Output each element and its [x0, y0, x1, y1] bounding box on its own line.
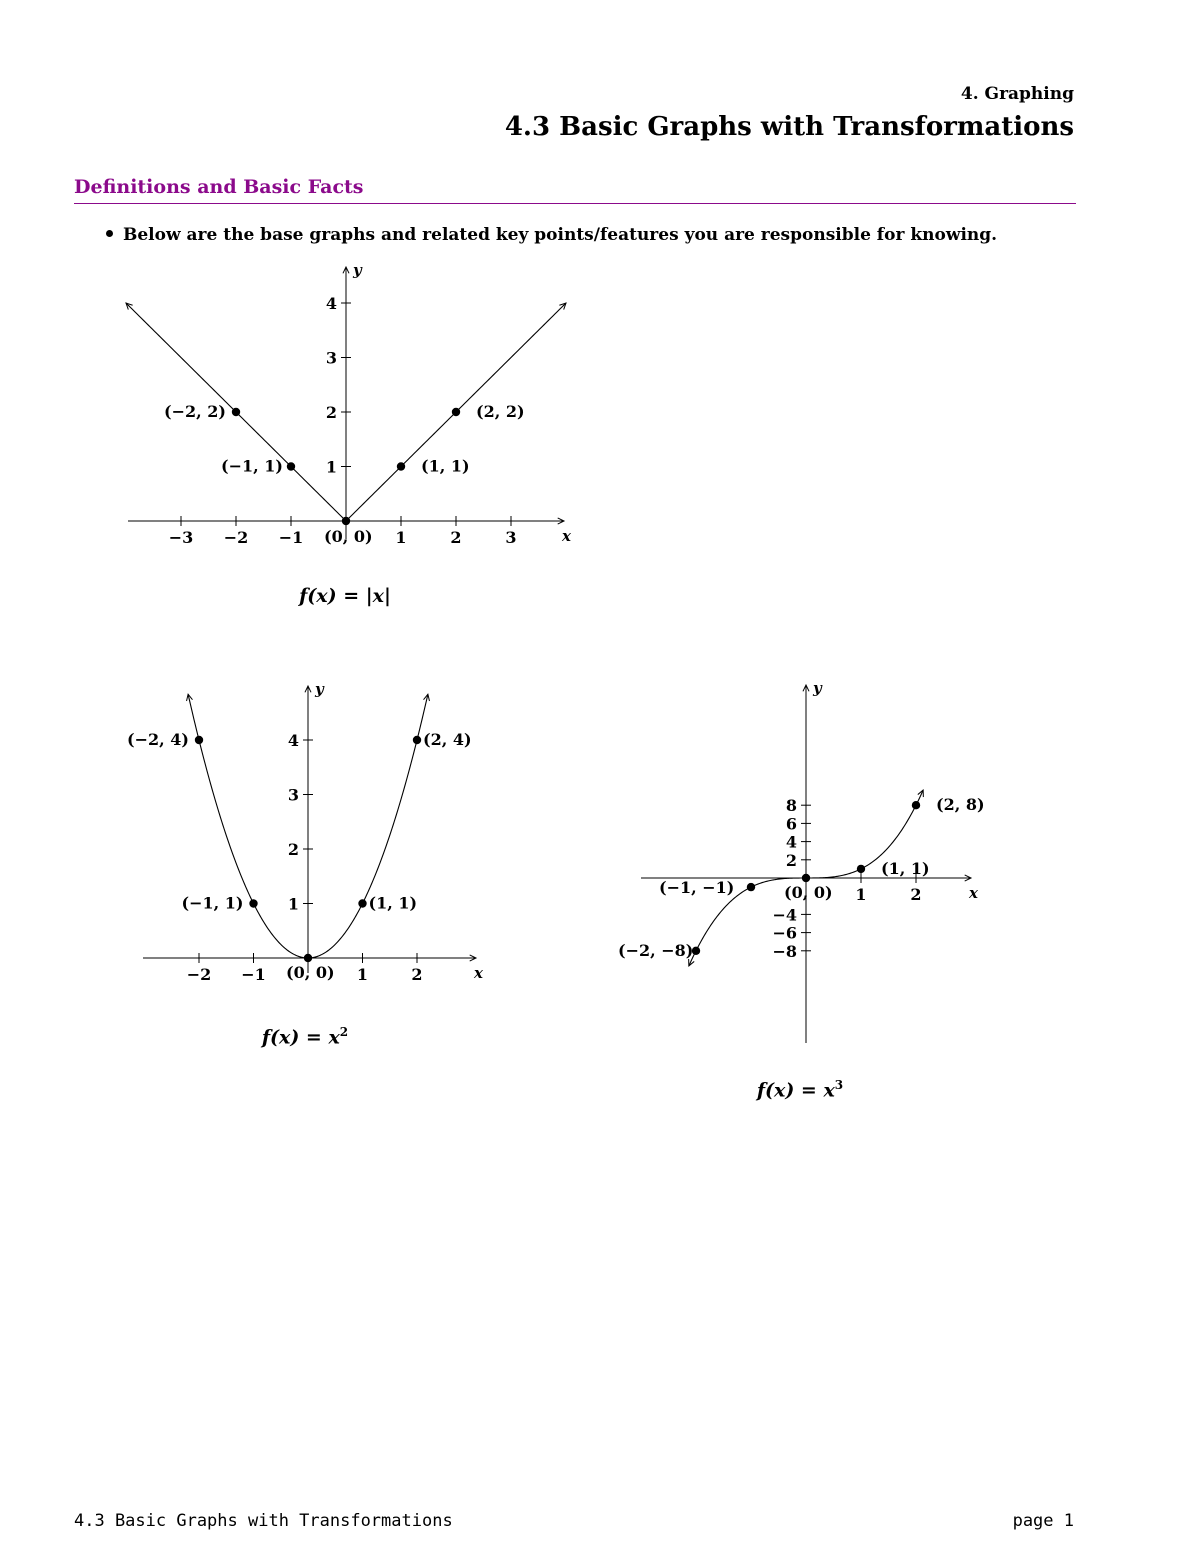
- caption-cube-text: f(x) = x: [756, 1079, 835, 1102]
- x-tick-label: −3: [168, 528, 194, 547]
- x-tick-label: −2: [186, 965, 212, 984]
- x-tick-label: 1: [855, 885, 867, 904]
- key-point-label: (0, 0): [784, 883, 833, 902]
- key-point: [747, 883, 755, 891]
- key-point: [342, 517, 350, 525]
- y-tick-label: 2: [785, 850, 797, 870]
- caption-square-text: f(x) = x: [261, 1026, 340, 1049]
- caption-cube-exponent: 3: [834, 1078, 844, 1092]
- key-point-label: (−2, 2): [164, 402, 226, 421]
- x-tick-label: −2: [223, 528, 249, 547]
- x-tick-label: −1: [278, 528, 304, 547]
- key-point-label: (2, 8): [936, 795, 985, 815]
- key-point: [397, 462, 405, 470]
- x-tick-label: 1: [356, 965, 369, 984]
- key-point-label: (2, 2): [476, 402, 525, 421]
- page-number: page 1: [1012, 1511, 1074, 1531]
- x-axis-label: x: [562, 527, 571, 545]
- caption-absolute-value-text: f(x) = |x|: [299, 585, 391, 607]
- x-tick-label: 3: [505, 528, 517, 547]
- footer-title: 4.3 Basic Graphs with Transformations: [74, 1511, 453, 1531]
- key-point-label: (−1, 1): [181, 893, 244, 913]
- bullet-text: Below are the base graphs and related key points/features you are responsible for knowing.: [123, 225, 998, 245]
- y-tick-label: −8: [772, 941, 797, 961]
- caption-square: [210, 1025, 400, 1048]
- x-tick-label: 1: [395, 528, 407, 547]
- key-point-label: (−1, 1): [221, 456, 283, 476]
- y-tick-label: 1: [325, 457, 337, 477]
- caption-square-exponent: 2: [339, 1025, 349, 1039]
- page-title: 4.3 Basic Graphs with Transformations: [504, 112, 1074, 142]
- y-tick-label: 3: [287, 785, 299, 805]
- key-point: [195, 736, 203, 744]
- bullet-item: [106, 225, 997, 245]
- y-tick-label: 2: [325, 403, 337, 422]
- bullet-icon: [106, 230, 113, 237]
- caption-absolute-value: [250, 585, 440, 607]
- y-axis-label: y: [353, 261, 362, 279]
- y-tick-label: 1: [287, 894, 299, 914]
- key-point: [287, 462, 295, 470]
- key-point: [413, 736, 421, 744]
- y-tick-label: 4: [325, 294, 337, 313]
- y-axis-label: y: [315, 680, 324, 698]
- section-heading: Definitions and Basic Facts: [74, 176, 364, 198]
- graph-square: [120, 672, 500, 996]
- key-point-label: (0, 0): [286, 963, 335, 982]
- key-point-label: (1, 1): [881, 858, 930, 878]
- chapter-label: 4. Graphing: [960, 84, 1074, 104]
- key-point: [802, 874, 810, 882]
- y-tick-label: 6: [785, 814, 797, 834]
- x-tick-label: 2: [411, 965, 423, 984]
- key-point-label: (0, 0): [324, 527, 373, 546]
- caption-cube: [705, 1078, 895, 1101]
- key-point-label: (−1, −1): [659, 878, 735, 898]
- y-tick-label: −4: [772, 905, 797, 925]
- y-tick-label: 4: [785, 832, 797, 852]
- graph-cube-svg: [610, 672, 990, 1052]
- key-point-label: (1, 1): [421, 456, 470, 476]
- y-axis-label: y: [813, 679, 822, 697]
- key-point-label: (−2, −8): [618, 940, 694, 960]
- y-tick-label: −6: [772, 923, 797, 943]
- key-point: [249, 899, 257, 907]
- x-axis-label: x: [969, 884, 978, 902]
- key-point: [358, 899, 366, 907]
- y-tick-label: 4: [287, 731, 299, 750]
- x-axis-label: x: [474, 964, 483, 982]
- y-tick-label: 2: [287, 840, 299, 859]
- graph-absolute-value: [110, 258, 590, 562]
- key-point: [912, 801, 920, 809]
- graph-square-svg: [120, 672, 500, 992]
- key-point-label: (2, 4): [423, 730, 472, 749]
- key-point: [304, 954, 312, 962]
- x-tick-label: 2: [450, 528, 462, 547]
- key-point-label: (−2, 4): [127, 730, 189, 749]
- graph-absolute-value-svg: [110, 258, 590, 558]
- key-point: [232, 408, 240, 416]
- graph-cube: [610, 672, 990, 1056]
- y-tick-label: 3: [325, 348, 337, 368]
- key-point: [857, 865, 865, 873]
- y-tick-label: 8: [785, 796, 797, 816]
- heading-rule: [74, 203, 1076, 204]
- x-tick-label: −1: [241, 965, 266, 984]
- x-tick-label: 2: [910, 885, 922, 904]
- key-point: [452, 408, 460, 416]
- key-point-label: (1, 1): [368, 893, 418, 913]
